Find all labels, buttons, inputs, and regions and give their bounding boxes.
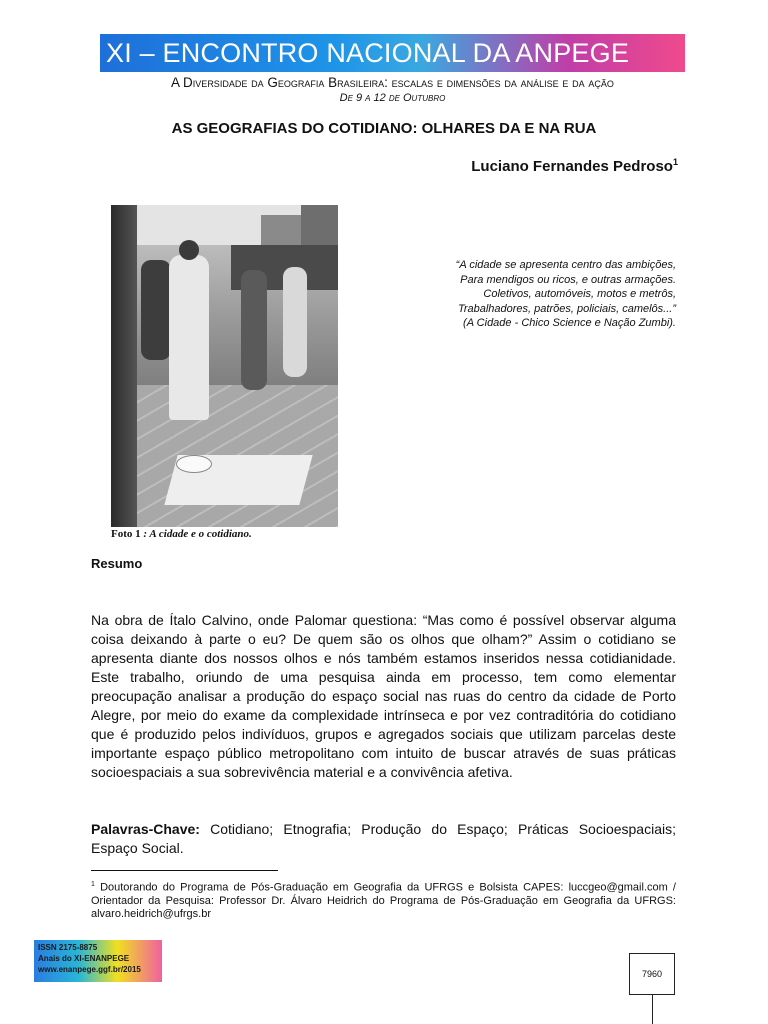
issn-badge	[34, 940, 162, 982]
photo-caption	[111, 528, 252, 540]
epigraph-line: Coletivos, automóveis, motos e metrôs,	[483, 288, 676, 300]
paper-title: AS GEOGRAFIAS DO COTIDIANO: OLHARES DA E NA RUA	[171, 120, 597, 137]
street-photo	[111, 205, 338, 527]
conference-subtitle: A Diversidade da Geografia Brasileira: escalas e dimensões da análise e da ação	[171, 75, 614, 90]
footnote	[91, 878, 676, 921]
caption-text: A cidade e o cotidiano.	[149, 528, 252, 540]
issn-number: ISSN 2175-8875	[38, 943, 98, 952]
photo-hat	[176, 455, 212, 473]
epigraph-line: Trabalhadores, patrões, policiais, camelôs...”	[457, 302, 676, 315]
author-text: Luciano Fernandes Pedroso	[471, 158, 673, 175]
epigraph-line: Para mendigos ou ricos, e outras armações.	[460, 273, 676, 286]
photo-man	[169, 255, 209, 420]
footnote-text: Doutorando do Programa de Pós-Graduação em Geografia da UFRGS e Bolsista CAPES: luccgeo@gmail.com / Orientador da Pesquisa: Professor Dr. Álvaro Heidrich do Programa de Pós-Graduação em Geografia da UFRGS: alvaro.heidrich@ufrgs.br	[91, 881, 676, 920]
anais-url: www.enanpege.ggf.br/2015	[38, 965, 141, 974]
conference-dates: De 9 a 12 de Outubro	[339, 92, 446, 104]
footnote-mark: 1	[91, 881, 95, 888]
author-name	[471, 157, 678, 175]
photo-pedestrian	[283, 267, 307, 377]
keywords-text: Cotidiano; Etnografia; Produção do Espaço; Práticas Socioespaciais; Espaço Social.	[91, 821, 676, 856]
page-number: 7960	[641, 969, 663, 979]
page-number-box	[629, 953, 675, 995]
resumo-heading: Resumo	[91, 556, 143, 571]
photo-wall	[111, 205, 137, 527]
anais-label: Anais do XI-ENANPEGE	[38, 954, 130, 963]
photo-street-seller	[141, 260, 171, 360]
caption-label: Foto 1	[111, 528, 141, 540]
footnote-rule	[91, 870, 278, 871]
epigraph	[376, 258, 676, 331]
photo-man-head	[179, 240, 199, 260]
resumo-text: Na obra de Ítalo Calvino, onde Palomar questiona: “Mas como é possível observar alguma coisa deixando à parte o eu? De quem são os olhos que olham?” Assim o cotidiano se apresenta diante dos nossos olhos e nós também estamos inseridos nessa cotidianidade. Este trabalho, oriundo de uma pesquisa ainda em processo, tem como elementar preocupação analisar a produção do espaço social nas ruas do centro da cidade de Porto Alegre, por meio do exame da complexidade intrínseca e por vez contraditória do cotidiano que é produzido pelos indivíduos, grupos e agregados sociais que utilizam parcelas deste importante espaço público metropolitano com intuito de buscar através de suas práticas socioespaciais a sua sobrevivência material e a convivência afetiva.	[91, 612, 676, 780]
keywords	[91, 820, 676, 858]
page-number-line	[652, 995, 653, 1024]
keywords-label: Palavras-Chave:	[91, 821, 200, 837]
caption-sep: :	[140, 528, 150, 540]
epigraph-line: “A cidade se apresenta centro das ambições,	[455, 259, 676, 271]
epigraph-line: (A Cidade - Chico Science e Nação Zumbi).	[463, 317, 676, 329]
conference-banner	[100, 34, 685, 72]
conference-title: XI – ENCONTRO NACIONAL DA ANPEGE	[106, 38, 630, 68]
author-footnote-mark: 1	[672, 157, 678, 167]
photo-pedestrian	[241, 270, 267, 390]
